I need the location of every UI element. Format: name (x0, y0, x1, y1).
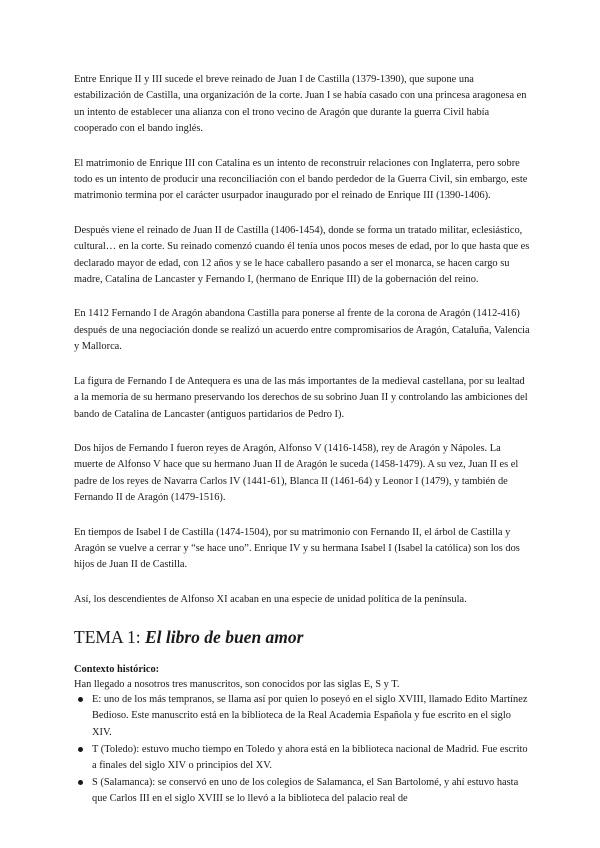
context-subheading: Contexto histórico: (74, 664, 160, 676)
list-item-text: S (Salamanca): se conservó en uno de los colegios de Salamanca, el San Bartolomé, y ahí estuvo hasta que Carlos III en el siglo XVIII se lo llevó a la biblioteca del palacio real de (92, 777, 519, 805)
paragraph: Entre Enrique II y III sucede el breve reinado de Juan I de Castilla (1379-1390), que supone una estabilización de Castilla, una organización de la corte. Juan I se había casado con una princesa aragonesa en un intento de establecer una alianza con el trono vecino de Aragón que durante la guerra Civil había cooperado con el bando inglés. (74, 74, 527, 135)
paragraph: Después viene el reinado de Juan II de Castilla (1406-1454), donde se forma un tratado militar, eclesiástico, cultural… en la corte. Su reinado comenzó cuando él tenía unos pocos meses de edad, por lo que hasta que es declarado mayor de edad, con 12 años y se le hace caballero pasando a ser el monarca, se hacen cargo su madre, Catalina de Lancaster y Fernando I, (hermano de Enrique III) de la gobernación del reino. (74, 224, 530, 286)
document-body (74, 72, 530, 809)
list-item (74, 775, 530, 807)
section-heading (74, 626, 530, 648)
paragraph: Así, los descendientes de Alfonso XI acaban en una especie de unidad política de la península. (74, 593, 467, 605)
bullet-icon (78, 780, 83, 785)
list-item-text: E: uno de los más tempranos, se llama así por quien lo poseyó en el siglo XVIII, llamado Edito Martínez Bedioso. Este manuscrito está en la biblioteca de la Real Academia Española y fue escrito en el siglo XIV. (92, 694, 528, 738)
paragraph: En tiempos de Isabel I de Castilla (1474-1504), por su matrimonio con Fernando II, el árbol de Castilla y Aragón se vuelve a cerrar y “se hace uno”. Enrique IV y su hermana Isabel I (Isabel la católica) son los dos hijos de Juan II de Castilla. (74, 526, 520, 571)
heading-prefix: TEMA 1: (74, 627, 145, 648)
paragraph: La figura de Fernando I de Antequera es una de las más importantes de la medieval castellana, por su lealtad a la memoria de su hermano preservando los derechos de su sobrino Juan II y controlando las ambiciones del bando de Catalina de Lancaster (antiguos partidarios de Pedro I). (74, 375, 528, 420)
list-item-text: T (Toledo): estuvo mucho tiempo en Toledo y ahora está en la biblioteca nacional de Madrid. Fue escrito a finales del siglo XIV o principios del XV. (92, 743, 528, 771)
list-item (74, 692, 530, 741)
context-intro: Han llegado a nosotros tres manuscritos, son conocidos por las siglas E, S y T. (74, 679, 400, 691)
list-item (74, 742, 530, 774)
bullet-icon (78, 747, 83, 752)
bullet-icon (78, 697, 83, 702)
heading-title: El libro de buen amor (144, 627, 304, 648)
manuscript-list (74, 692, 530, 807)
paragraph: En 1412 Fernando I de Aragón abandona Castilla para ponerse al frente de la corona de Aragón (1412-416) después de una negociación donde se realizó un acuerdo entre compromisarios de Aragón, Cataluña, Valencia y Mallorca. (74, 308, 530, 353)
paragraph: Dos hijos de Fernando I fueron reyes de Aragón, Alfonso V (1416-1458), rey de Aragón y Nápoles. La muerte de Alfonso V hace que su hermano Juan II de Aragón le suceda (1458-1479). A su vez, Juan II es el padre de los reyes de Navarra Carlos IV (1441-61), Blanca II (1461-64) y Leonor I (1479), y también de Fernando II de Aragón (1479-1516). (74, 442, 519, 504)
paragraph: El matrimonio de Enrique III con Catalina es un intento de reconstruir relaciones con Inglaterra, pero sobre todo es un intento de producir una reconciliación con el bando perdedor de la Guerra Civil, sin embargo, este matrimonio termina por el carácter usurpador inaugurado por el reinado de Enrique III (1390-1406). (74, 157, 528, 202)
